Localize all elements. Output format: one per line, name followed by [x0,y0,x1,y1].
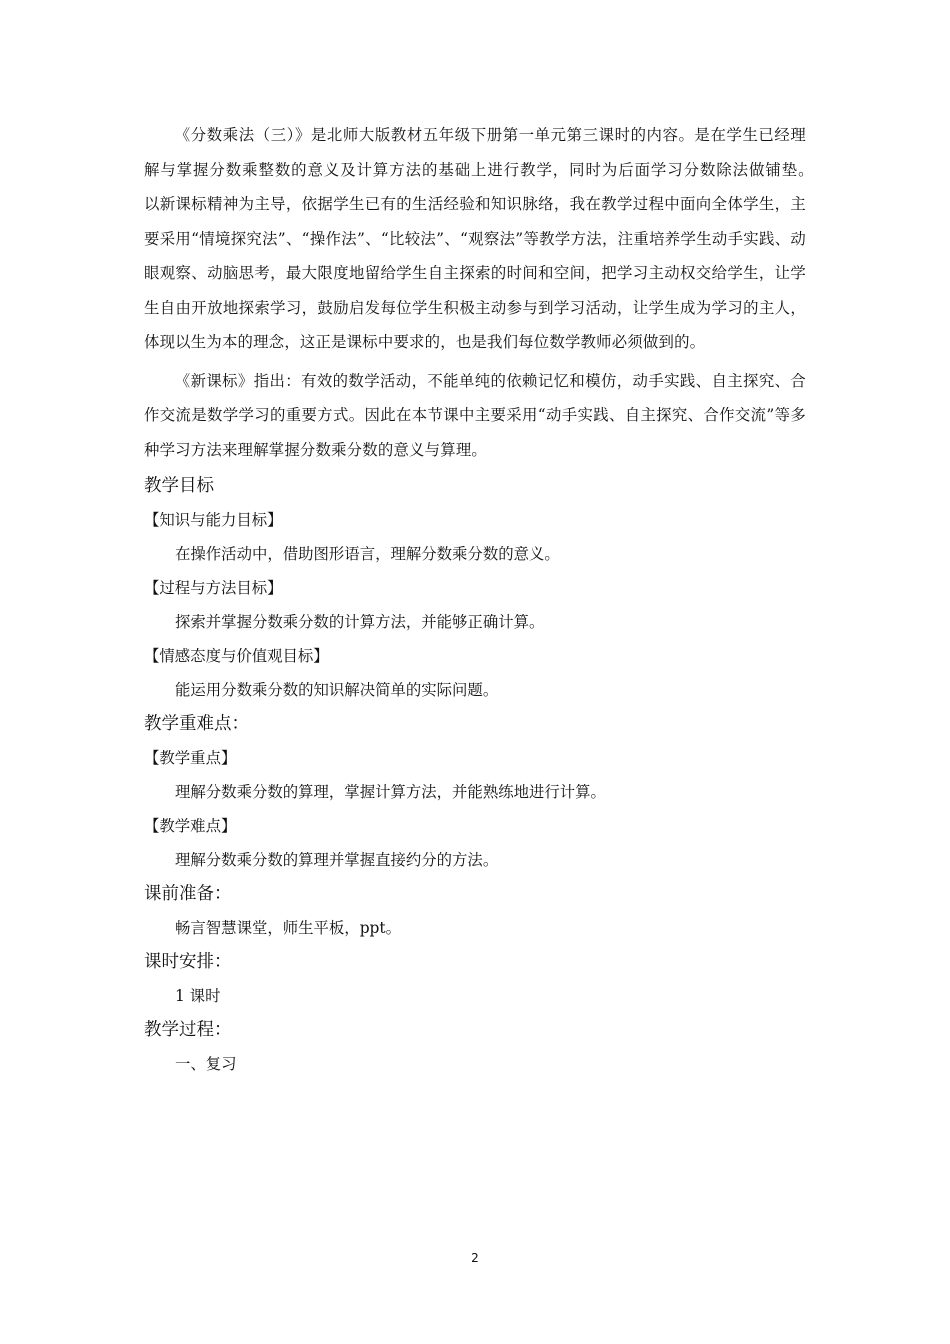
key-point-text: 理解分数乘分数的算理，掌握计算方法，并能熟练地进行计算。 [175,783,606,801]
preparation-heading: 课前准备： [144,884,232,904]
process-step-review: 一、复习 [175,1055,237,1073]
teaching-process-heading: 教学过程： [144,1020,232,1040]
difficult-point-label: 【教学难点】 [144,817,237,835]
difficult-point-text: 理解分数乘分数的算理并掌握直接约分的方法。 [175,851,499,869]
intro-paragraph-1: 《分数乘法（三）》是北师大版教材五年级下册第一单元第三课时的内容。是在学生已经理解与掌握分数乘整数的意义及计算方法的基础上进行教学，同时为后面学习分数除法做铺垫。 以新课标精神为主导，依据学生已有的生活经验和知识脉络，我在教学过程中面向全体学生，主要采用“情境探究法”、“操作法”、“比较法”、“观察法”等教学方法，注重培养学生动手实践、动眼观察、动脑思考，最大限度地留给学生自主探索的时间和空间，把学习主动权交给学生，让学生自由开放地探索学习，鼓励启发每位学生积极主动参与到学习活动，让学生成为学习的主人，体现以生为本的理念，这正是课标中要求的，也是我们每位数学教师必须做到的。 [144,126,822,351]
teaching-goals-heading: 教学目标 [144,476,214,496]
process-goal-label: 【过程与方法目标】 [144,579,283,597]
emotion-goal-text: 能运用分数乘分数的知识解决简单的实际问题。 [175,681,499,699]
key-point-label: 【教学重点】 [144,749,237,767]
schedule-text: 1 课时 [175,987,221,1005]
schedule-heading: 课时安排： [144,952,232,972]
intro-paragraph-2: 《新课标》指出：有效的数学活动，不能单纯的依赖记忆和模仿，动手实践、自主探究、合作交流是数学学习的重要方式。因此在本节课中主要采用“动手实践、自主探究、合作交流”等多种学习方法来理解掌握分数乘分数的意义与算理。 [144,371,806,459]
page-number: 2 [471,1251,479,1265]
emotion-goal-label: 【情感态度与价值观目标】 [144,647,329,665]
knowledge-goal-text: 在操作活动中，借助图形语言，理解分数乘分数的意义。 [175,545,560,563]
preparation-text: 畅言智慧课堂，师生平板，ppt。 [175,919,401,937]
process-goal-text: 探索并掌握分数乘分数的计算方法，并能够正确计算。 [175,613,545,631]
page-content [144,118,822,1082]
key-difficult-points-heading: 教学重难点： [144,714,249,734]
knowledge-goal-label: 【知识与能力目标】 [144,511,283,529]
